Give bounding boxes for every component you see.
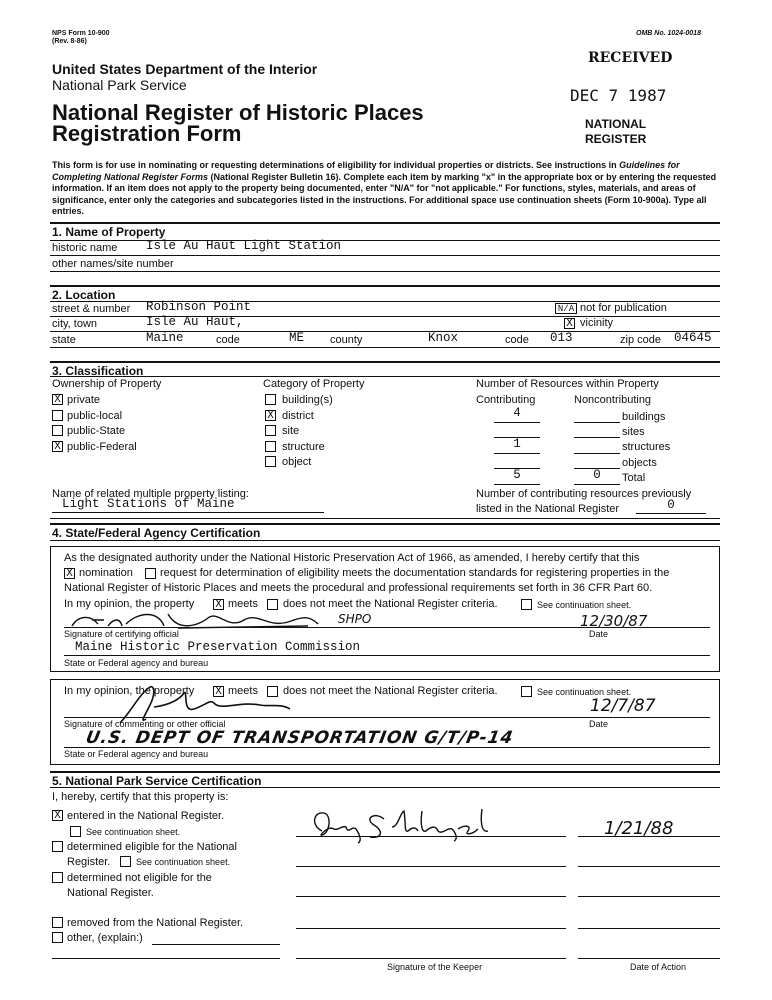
state-label: state [52, 334, 76, 346]
determined-eligible-checkbox[interactable] [52, 841, 63, 852]
city-label: city, town [52, 318, 98, 330]
zip-value: 04645 [674, 331, 712, 345]
stamp-register: REGISTER [585, 132, 647, 146]
meets-label: meets [228, 598, 258, 610]
previously-listed-label-2: listed in the National Register [476, 503, 620, 515]
department-name: United States Department of the Interior [52, 61, 318, 77]
certifying-signature-label: Signature of certifying official [64, 629, 179, 639]
form-title-line1: National Register of Historic Places [52, 100, 424, 125]
cert-text-line2: request for determination of eligibility meets the documentation standards for registering properties in the [160, 567, 670, 579]
ownership-private-checkbox[interactable]: X [52, 394, 63, 405]
determined-not-eligible-label-2: National Register. [67, 887, 154, 899]
received-stamp: RECEIVED [588, 50, 673, 66]
ownership-heading: Ownership of Property [52, 378, 162, 390]
keeper-signature [308, 805, 528, 850]
continuation-label-1: See continuation sheet. [537, 600, 632, 610]
street-value: Robinson Point [146, 300, 252, 314]
section-4-heading: 4. State/Federal Agency Certification [52, 526, 261, 540]
commenting-date-handwritten: 12/7/87 [590, 696, 656, 716]
keeper-signature-label: Signature of the Keeper [387, 962, 483, 972]
commenting-date-label: Date [589, 719, 609, 729]
ownership-public-state-checkbox[interactable] [52, 425, 63, 436]
state-code-value: ME [289, 331, 305, 345]
removed-checkbox[interactable] [52, 917, 63, 928]
service-name: National Park Service [52, 77, 187, 93]
noncontributing-heading: Noncontributing [574, 394, 652, 406]
received-date-stamp: DEC 7 1987 [570, 86, 667, 105]
category-structure-checkbox[interactable] [265, 441, 276, 452]
street-label: street & number [52, 303, 131, 315]
determined-not-eligible-label: determined not eligible for the [67, 872, 212, 884]
meets-checkbox[interactable]: X [213, 599, 224, 610]
vicinity-checkbox[interactable]: X [564, 318, 575, 329]
entered-label: entered in the National Register. [67, 810, 225, 822]
entered-continuation-label: See continuation sheet. [86, 827, 181, 837]
certifying-agency-value: Maine Historic Preservation Commission [75, 640, 361, 654]
omb-number: OMB No. 1024-0018 [636, 30, 701, 37]
section-3-heading: 3. Classification [52, 364, 144, 378]
nps-cert-intro: I, hereby, certify that this property is: [52, 791, 229, 803]
commenting-agency-label: State or Federal agency and bureau [64, 749, 209, 759]
section-2-heading: 2. Location [52, 288, 116, 302]
cert-text-line1: As the designated authority under the National Historic Preservation Act of 1966, as amended, I hereby certify that this [64, 552, 640, 564]
form-number: NPS Form 10-900 [52, 30, 110, 37]
determined-not-eligible-checkbox[interactable] [52, 872, 63, 883]
other-names-label: other names/site number [52, 258, 174, 270]
category-object-checkbox[interactable] [265, 456, 276, 467]
cert-text-line3: National Register of Historic Places and meets the procedural and professional requirements set forth in 36 CFR Part 60. [64, 582, 653, 594]
previously-listed-value: 0 [667, 498, 675, 512]
previously-listed-label-1: Number of contributing resources previously [476, 488, 692, 500]
historic-name-label: historic name [52, 242, 118, 254]
contributing-structures: 1 [513, 437, 521, 451]
multiple-listing-label: Name of related multiple property listing: [52, 488, 249, 500]
other-checkbox[interactable] [52, 932, 63, 943]
resources-structures-label: structures [622, 441, 671, 453]
contributing-heading: Contributing [476, 394, 536, 406]
opinion-text-a: In my opinion, the property [64, 598, 195, 610]
county-code-label: code [505, 334, 529, 346]
date-of-action-label: Date of Action [630, 962, 687, 972]
section-1-heading: 1. Name of Property [52, 225, 166, 239]
keeper-date-handwritten: 1/21/88 [604, 818, 674, 839]
not-for-publication-label: not for publication [580, 302, 667, 314]
category-buildings-label: building(s) [282, 394, 333, 406]
commenting-signature-label: Signature of commenting or other official [64, 719, 226, 729]
eligible-continuation-label: See continuation sheet. [136, 857, 231, 867]
category-heading: Category of Property [263, 378, 365, 390]
state-value: Maine [146, 331, 184, 345]
vicinity-label: vicinity [580, 317, 614, 329]
does-not-meet2-label: does not meet the National Register criteria. [283, 685, 498, 697]
ownership-private-label: private [67, 394, 101, 406]
ownership-public-local-checkbox[interactable] [52, 410, 63, 421]
nomination-checkbox[interactable]: X [64, 568, 75, 579]
category-structure-label: structure [282, 441, 325, 453]
city-value: Isle Au Haut, [146, 315, 244, 329]
opinion2-text-a: In my opinion, the property [64, 685, 195, 697]
removed-label: removed from the National Register. [67, 917, 244, 929]
section-5-heading: 5. National Park Service Certification [52, 774, 262, 788]
contributing-buildings: 4 [513, 406, 521, 420]
meets2-label: meets [228, 685, 258, 697]
meets2-checkbox[interactable]: X [213, 686, 224, 697]
other-label: other, (explain:) [67, 932, 143, 944]
multiple-listing-value: Light Stations of Maine [62, 497, 235, 511]
contributing-total: 5 [513, 468, 521, 482]
certifying-agency-label: State or Federal agency and bureau [64, 658, 209, 668]
nomination-label: nomination [79, 567, 133, 579]
historic-name-value: Isle Au Haut Light Station [146, 239, 342, 253]
county-label: county [330, 334, 363, 346]
continuation-checkbox-1[interactable] [521, 599, 532, 610]
resources-buildings-label: buildings [622, 411, 666, 423]
form-title-line2: Registration Form [52, 121, 242, 146]
does-not-meet-label: does not meet the National Register criteria. [283, 598, 498, 610]
category-buildings-checkbox[interactable] [265, 394, 276, 405]
resources-objects-label: objects [622, 457, 657, 469]
request-checkbox[interactable] [145, 568, 156, 579]
continuation-label-2: See continuation sheet. [537, 687, 632, 697]
ownership-public-federal-checkbox[interactable]: X [52, 441, 63, 452]
category-district-checkbox[interactable]: X [265, 410, 276, 421]
resources-total-label: Total [622, 472, 646, 484]
category-district-label: district [282, 410, 314, 422]
ownership-public-local-label: public-local [67, 410, 123, 422]
category-object-label: object [282, 456, 312, 468]
certification-date-handwritten: 12/30/87 [580, 612, 648, 630]
continuation-checkbox-2[interactable] [521, 686, 532, 697]
resources-sites-label: sites [622, 426, 645, 438]
category-site-checkbox[interactable] [265, 425, 276, 436]
entered-checkbox[interactable]: X [52, 810, 63, 821]
shpo-handwritten: SHPO [338, 612, 372, 626]
form-revision: (Rev. 8-86) [52, 38, 87, 45]
entered-continuation-checkbox[interactable] [70, 826, 81, 837]
form-instructions: This form is for use in nominating or requesting determinations of eligibility for individual properties or districts. See instructions in Guidelines for Completing National Register Forms (National Register Bulletin 16). Complete each item by marking "x" in the appropriate box or by entering the requested information. If an item does not apply to the property being documented, enter "N/A" for "not applicable." For functions, styles, materials, and areas of significance, enter only the categories and subcategories listed in the instructions. For additional space use continuation sheets (Form 10-900a). Type all entries. [52, 160, 717, 216]
commenting-agency-handwritten: U.S. DEPT OF TRANSPORTATION G/T/P-14 [84, 728, 516, 748]
certifying-date-label: Date [589, 629, 609, 639]
ownership-public-state-label: public-State [67, 425, 126, 437]
stamp-national: NATIONAL [585, 117, 647, 131]
zip-label: zip code [620, 334, 661, 346]
county-code-value: 013 [550, 331, 573, 345]
eligible-continuation-checkbox[interactable] [120, 856, 131, 867]
not-for-publication-box[interactable]: N/A [555, 303, 577, 314]
ownership-public-federal-label: public-Federal [67, 441, 137, 453]
determined-eligible-label: determined eligible for the National [67, 841, 237, 853]
noncontributing-total: 0 [593, 468, 601, 482]
state-code-label: code [216, 334, 240, 346]
resources-heading: Number of Resources within Property [476, 378, 659, 390]
county-value: Knox [428, 331, 459, 345]
determined-eligible-label-2: Register. [67, 856, 111, 868]
category-site-label: site [282, 425, 300, 437]
